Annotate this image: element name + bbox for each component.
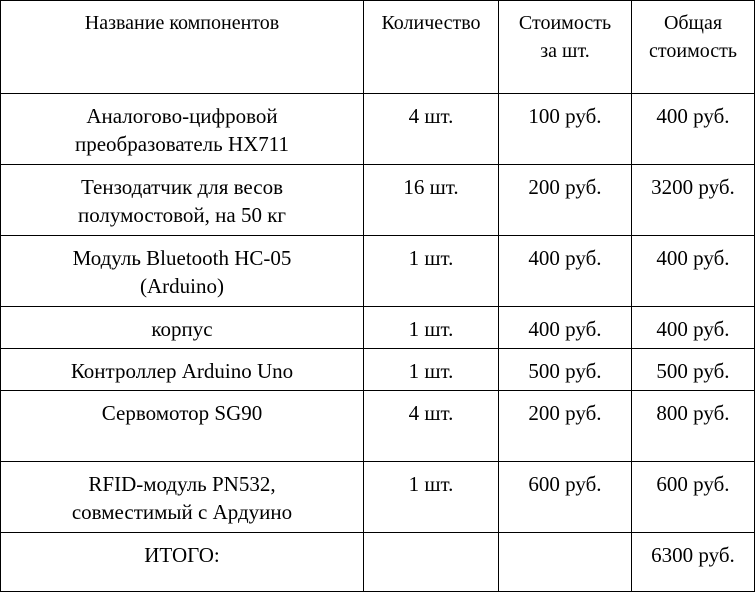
cell-component-name: [1, 349, 364, 391]
cell-unit-price: [499, 349, 632, 391]
cell-unit-price: [499, 165, 632, 236]
grand-total: 6300 руб.: [651, 543, 735, 567]
cell-unit-price: [499, 391, 632, 462]
cell-component-name: [1, 165, 364, 236]
quantity: 16 шт.: [403, 175, 459, 199]
quantity: 1 шт.: [408, 472, 454, 496]
total-price: 500 руб.: [656, 359, 730, 383]
header-component-name-text: Название компонентов: [84, 12, 280, 34]
unit-price: 100 руб.: [528, 104, 602, 128]
cell-component-name: [1, 236, 364, 307]
unit-price: 400 руб.: [528, 317, 602, 341]
component-name: Тензодатчик для весов полумостовой, на 50 кг: [77, 175, 287, 227]
header-total-price: [632, 1, 755, 94]
unit-price: 400 руб.: [528, 246, 602, 270]
quantity: 1 шт.: [408, 359, 454, 383]
quantity: 4 шт.: [408, 104, 454, 128]
cell-quantity: [364, 94, 499, 165]
cell-unit-price: [499, 307, 632, 349]
cell-quantity: [364, 165, 499, 236]
header-quantity-text: Количество: [381, 12, 481, 34]
total-price: 400 руб.: [656, 104, 730, 128]
header-total-price-text: Общая стоимость: [649, 12, 737, 62]
cell-total-price: [632, 391, 755, 462]
header-quantity: [364, 1, 499, 94]
cell-quantity: [364, 236, 499, 307]
total-row: [1, 533, 755, 592]
cell-unit-price: [499, 94, 632, 165]
unit-price: 200 руб.: [528, 401, 602, 425]
cell-total-price: [632, 349, 755, 391]
cell-quantity: [364, 462, 499, 533]
component-name: корпус: [151, 317, 213, 341]
cell-component-name: [1, 94, 364, 165]
cell-component-name: [1, 307, 364, 349]
cell-total-price: [632, 165, 755, 236]
total-price: 600 руб.: [656, 472, 730, 496]
component-name: RFID-модуль PN532, совместимый с Ардуино: [71, 472, 293, 524]
total-price: 3200 руб.: [651, 175, 735, 199]
table-row: [1, 391, 755, 462]
header-component-name: [1, 1, 364, 94]
cell-component-name: [1, 462, 364, 533]
unit-price: 500 руб.: [528, 359, 602, 383]
quantity: 1 шт.: [408, 246, 454, 270]
unit-price: 600 руб.: [528, 472, 602, 496]
table-row: [1, 94, 755, 165]
cell-total-label: [1, 533, 364, 592]
table-row: [1, 349, 755, 391]
component-name: Сервомотор SG90: [101, 401, 263, 425]
total-label: ИТОГО:: [144, 543, 220, 567]
table-header-row: [1, 1, 755, 94]
table-row: [1, 236, 755, 307]
component-name: Модуль Bluetooth HC-05 (Arduino): [72, 246, 292, 298]
cell-component-name: [1, 391, 364, 462]
cell-total-quantity: [364, 533, 499, 592]
cell-quantity: [364, 307, 499, 349]
total-price: 400 руб.: [656, 317, 730, 341]
total-price: 800 руб.: [656, 401, 730, 425]
cell-quantity: [364, 391, 499, 462]
header-unit-price: [499, 1, 632, 94]
quantity: 1 шт.: [408, 317, 454, 341]
unit-price: 200 руб.: [528, 175, 602, 199]
cell-total-price: [632, 462, 755, 533]
table-row: [1, 165, 755, 236]
cell-total-price: [632, 94, 755, 165]
quantity: 4 шт.: [408, 401, 454, 425]
cell-quantity: [364, 349, 499, 391]
cell-unit-price: [499, 236, 632, 307]
cell-unit-price: [499, 462, 632, 533]
total-price: 400 руб.: [656, 246, 730, 270]
table-row: [1, 307, 755, 349]
component-name: Контроллер Arduino Uno: [70, 359, 294, 383]
cell-total-price: [632, 307, 755, 349]
cell-total-price: [632, 236, 755, 307]
header-unit-price-text: Стоимость за шт.: [518, 12, 612, 62]
component-name: Аналогово-цифровой преобразователь HX711: [74, 104, 289, 156]
table-row: [1, 462, 755, 533]
cell-grand-total: [632, 533, 755, 592]
cell-total-unit-price: [499, 533, 632, 592]
